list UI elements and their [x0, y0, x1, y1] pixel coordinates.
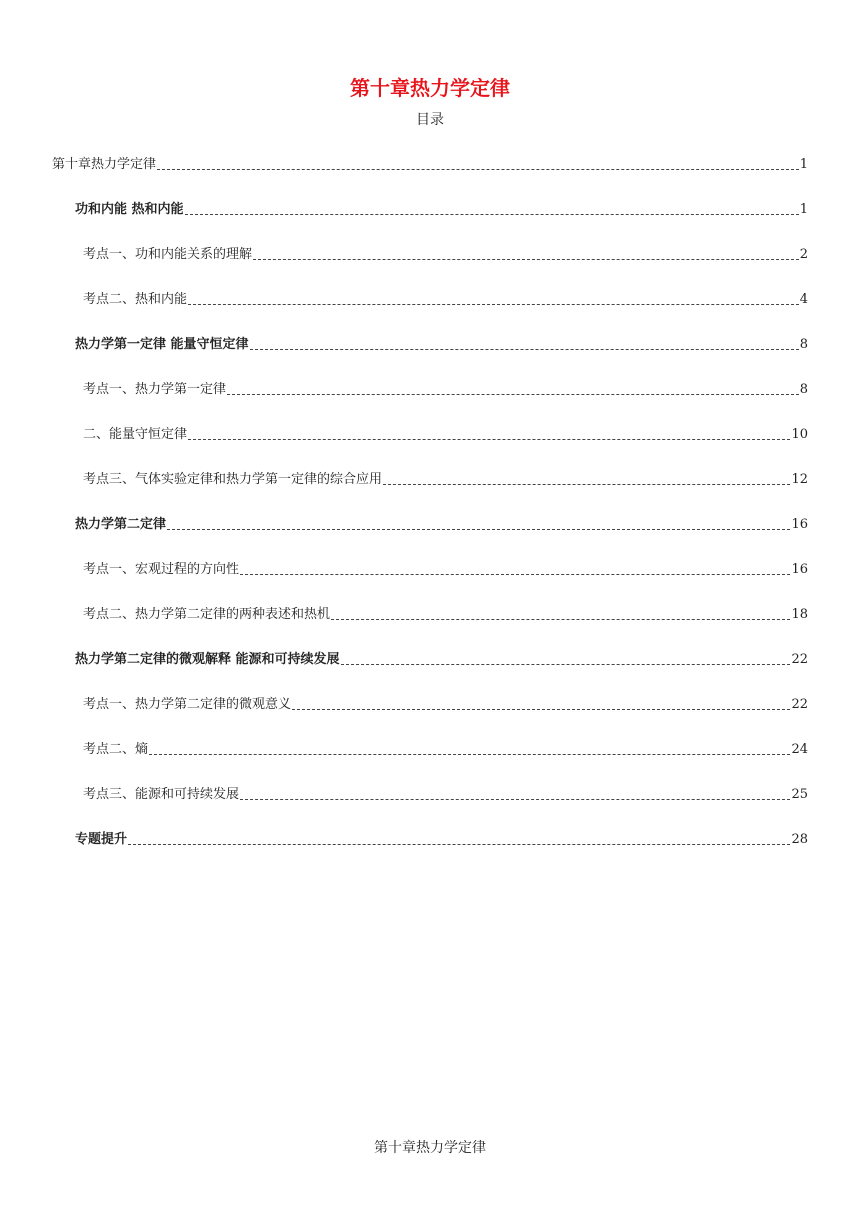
toc-entry-line	[75, 650, 808, 670]
toc-entry-title: 考点三、能源和可持续发展	[83, 787, 240, 802]
toc-entry-page-number: 10	[791, 427, 808, 442]
toc-entry[interactable]	[0, 290, 860, 335]
toc-entry-title: 考点一、宏观过程的方向性	[83, 562, 240, 577]
toc-entry-title: 第十章热力学定律	[52, 157, 157, 172]
toc-entry-title: 考点三、气体实验定律和热力学第一定律的综合应用	[83, 472, 383, 487]
toc-entry[interactable]	[0, 650, 860, 695]
toc-entry-page-number: 8	[799, 337, 808, 352]
toc-entry[interactable]	[0, 785, 860, 830]
toc-entry-title: 考点二、热力学第二定律的两种表述和热机	[83, 607, 331, 622]
toc-entry-page-number: 1	[799, 157, 808, 172]
toc-dot-leader	[185, 214, 799, 215]
toc-entry-line	[75, 200, 808, 220]
toc-entry-line	[83, 245, 808, 265]
toc-entry[interactable]	[0, 830, 860, 875]
toc-entry-title: 考点二、熵	[83, 742, 149, 757]
toc-entry-page-number: 22	[791, 697, 808, 712]
toc-dot-leader	[188, 304, 799, 305]
toc-dot-leader	[331, 619, 790, 620]
toc-dot-leader	[240, 799, 790, 800]
toc-entry-line	[83, 605, 808, 625]
toc-entry[interactable]	[0, 335, 860, 380]
page-footer: 第十章热力学定律	[374, 1140, 486, 1156]
toc-entry-page-number: 8	[799, 382, 808, 397]
toc-dot-leader	[253, 259, 799, 260]
toc-dot-leader	[188, 439, 790, 440]
toc-entry-title: 热力学第二定律	[75, 517, 167, 532]
toc-entry[interactable]	[0, 695, 860, 740]
toc-entry[interactable]	[0, 740, 860, 785]
toc-dot-leader	[341, 664, 791, 665]
toc-entry-page-number: 12	[791, 472, 808, 487]
toc-entry-page-number: 16	[791, 562, 808, 577]
toc-entry[interactable]	[0, 605, 860, 650]
toc-entry-line	[52, 155, 808, 175]
toc-entry-title: 专题提升	[75, 832, 128, 847]
toc-entry[interactable]	[0, 515, 860, 560]
toc-entry-line	[83, 470, 808, 490]
toc-entry-title: 考点一、热力学第一定律	[83, 382, 227, 397]
toc-entry-page-number: 1	[799, 202, 808, 217]
toc-entry[interactable]	[0, 245, 860, 290]
toc-entry[interactable]	[0, 200, 860, 245]
toc-entry-title: 考点二、热和内能	[83, 292, 188, 307]
toc-entry-page-number: 4	[799, 292, 808, 307]
toc-entry-line	[83, 425, 808, 445]
toc-dot-leader	[128, 844, 790, 845]
document-title: 第十章热力学定律	[350, 76, 510, 101]
toc-entry-title: 热力学第一定律 能量守恒定律	[75, 337, 249, 352]
toc-dot-leader	[157, 169, 799, 170]
toc-entry-title: 二、能量守恒定律	[83, 427, 188, 442]
toc-entry-line	[83, 785, 808, 805]
toc-entry-line	[83, 560, 808, 580]
toc-entry-title: 功和内能 热和内能	[75, 202, 184, 217]
toc-entry-line	[75, 335, 808, 355]
toc-entry[interactable]	[0, 425, 860, 470]
toc-entry[interactable]	[0, 560, 860, 605]
toc-entry-page-number: 22	[791, 652, 808, 667]
toc-entry-page-number: 28	[791, 832, 808, 847]
toc-entry-page-number: 2	[799, 247, 808, 262]
toc-entry[interactable]	[0, 155, 860, 200]
table-of-contents	[0, 155, 860, 875]
toc-dot-leader	[292, 709, 790, 710]
toc-entry-line	[83, 695, 808, 715]
toc-entry-line	[83, 380, 808, 400]
toc-dot-leader	[240, 574, 790, 575]
toc-entry-title: 考点一、功和内能关系的理解	[83, 247, 253, 262]
toc-entry-line	[75, 830, 808, 850]
toc-entry-page-number: 24	[791, 742, 808, 757]
toc-entry-title: 热力学第二定律的微观解释 能源和可持续发展	[75, 652, 340, 667]
toc-dot-leader	[383, 484, 790, 485]
toc-entry-page-number: 16	[791, 517, 808, 532]
toc-heading: 目录	[416, 112, 444, 128]
toc-dot-leader	[149, 754, 790, 755]
toc-entry-line	[75, 515, 808, 535]
toc-entry[interactable]	[0, 470, 860, 515]
toc-entry-line	[83, 290, 808, 310]
toc-entry[interactable]	[0, 380, 860, 425]
toc-entry-page-number: 25	[791, 787, 808, 802]
toc-entry-title: 考点一、热力学第二定律的微观意义	[83, 697, 292, 712]
toc-dot-leader	[167, 529, 790, 530]
toc-dot-leader	[227, 394, 799, 395]
toc-dot-leader	[250, 349, 799, 350]
toc-entry-page-number: 18	[791, 607, 808, 622]
toc-entry-line	[83, 740, 808, 760]
